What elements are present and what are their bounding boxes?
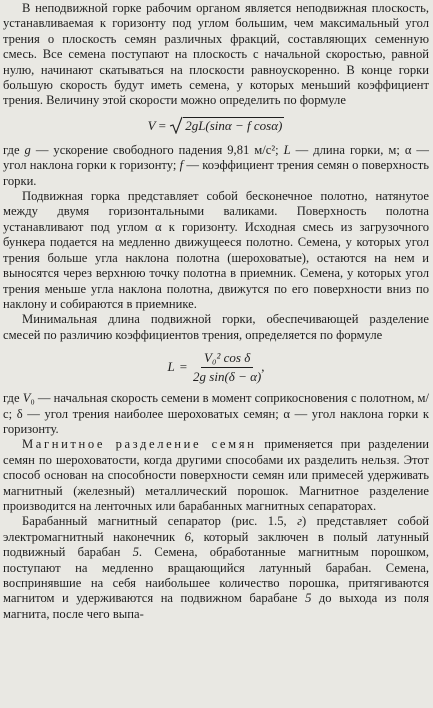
paragraph-moving-slope: Подвижная горка представляет собой бесконечное полотно, натянутое между двумя горизонтальными валиками. Поверхность полотна устанавливают под углом α к горизонту. Исходная смесь из загрузочного бункера подается на медленно движущееся полотно. Семена, у которых угол трения больше угла наклона полотна (шероховатые), остаются на нем и выносятся через верхнюю точку полотна в приемник. Семена, у которых угол трения меньше угла наклона полотна, движутся по его поверхности вниз по наклону и собираются в приемнике. [3, 189, 429, 311]
magnetic-body: применяется при разделении семян по шероховатости, когда другими способами их разделить нельзя. Этот способ основан на способности поверхности семян или примесей удерживать магнитный (железный) металлический порошок. Магнитное разделение производится на ленточных или барабанных магнитных сепараторах. [3, 437, 429, 513]
formula-length: L = $\frac{\text{V₀² cos δ}}{\text{2g sin(δ − α)}}$ , [167, 349, 265, 384]
paragraph-velocity-legend: где g — ускорение свободного падения 9,81 м/с²; L — длина горки, м; α — угол наклона горки к горизонту; f — коэффициент трения семян о поверхность горки. [3, 142, 430, 188]
paragraph-stationary-slope: В неподвижной горке рабочим органом является неподвижная плоскость, устанавливаемая к горизонту под углом большим, чем максимальный угол трения о плоскость семян различных фракций, составляющих семенную смесь. Все семена поступают на плоскость с начальной скоростью, равной нулю, начинают скатываться на плоскости равноускоренно. В конце горки большую скорость будут иметь семена, у которых меньший коэффициент трения. Величину этой скорости можно определить по формуле [3, 1, 429, 108]
formula-length-denominator: 2g sin(δ − α) [193, 368, 262, 384]
formula-length-fraction [193, 350, 261, 385]
formula-length-tail: , [261, 359, 265, 375]
paragraph-length-legend: где V₀ — начальная скорость семени в момент соприкосновения с полотном, м/с; δ — угол трения наиболее шероховатых семян; α — угол наклона горки к горизонту. [3, 391, 429, 436]
formula-velocity-radicand: 2gL(sinα − f cosα) [185, 117, 283, 133]
formula-velocity-lhs: V [147, 117, 156, 133]
formula-length-numerator: V₀² cos δ [201, 350, 253, 368]
magnetic-heading: Магнитное разделение семян [22, 437, 257, 452]
paragraph-magnetic [3, 437, 429, 514]
formula-length-lhs: L [167, 359, 175, 375]
paragraph-drum-separator: Барабанный магнитный сепаратор (рис. 1.5, г) представляет собой электромагнитный наконечник 6, который заключен в полый латунный подвижный барабан 5. Семена, обработанные магнитным порошком, поступают на медленно вращающийся латунный барабан. Семена, воспринявшие на себя наибольшее количество порошка, притягиваются магнитом и удерживаются на подвижном барабане 5 до выхода из поля магнита, после чего выпа- [3, 514, 430, 621]
sqrt-sign-icon [169, 116, 183, 134]
formula-velocity: V = 2gL(sinα − f cosα) [147, 117, 283, 133]
paragraph-min-length: Минимальная длина подвижной горки, обеспечивающей разделение смесей по различию коэффициентов трения, определяется по формуле [3, 312, 429, 342]
